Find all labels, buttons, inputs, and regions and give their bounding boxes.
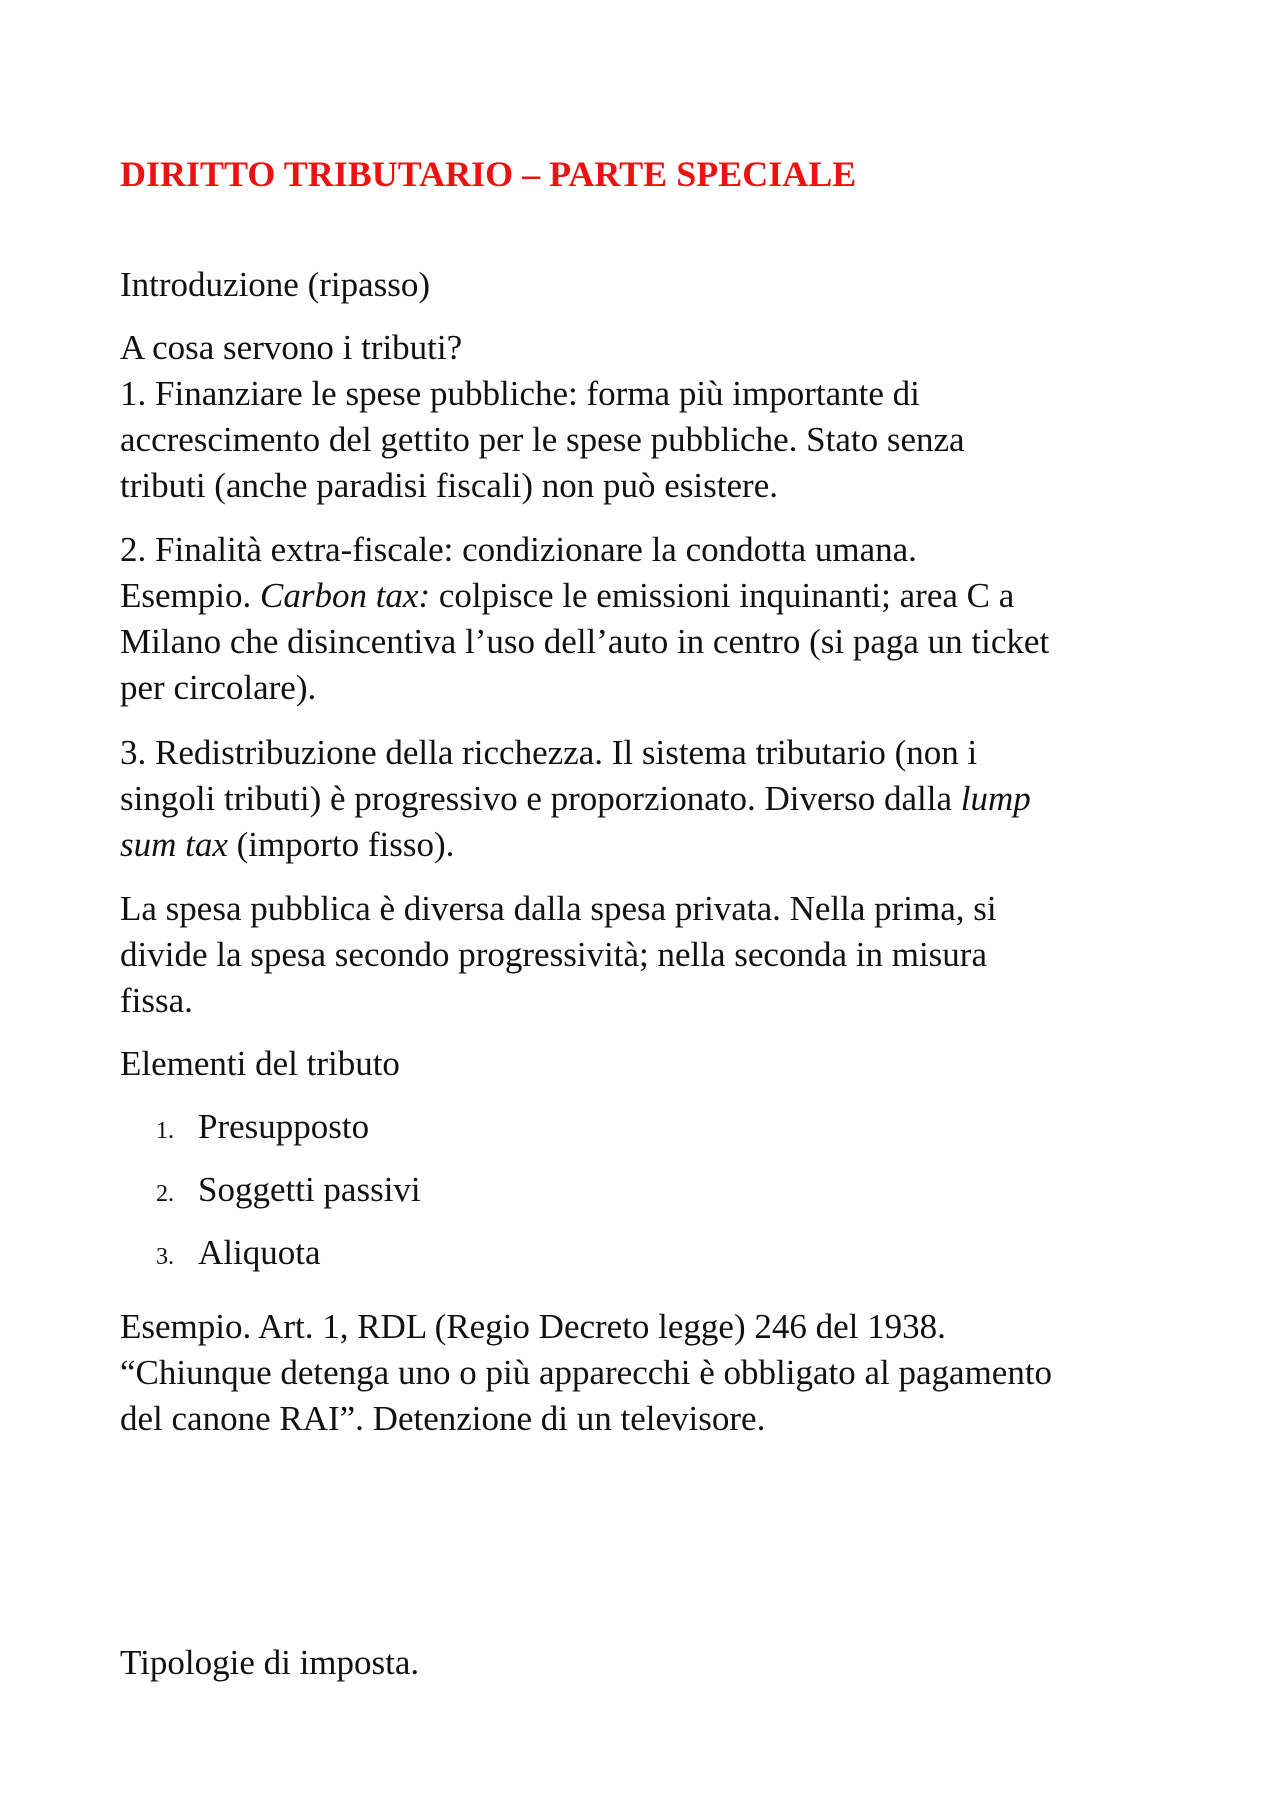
example-line: Esempio. Art. 1, RDL (Regio Decreto legge) 246 del 1938. <box>120 1307 946 1346</box>
example-line: del canone RAI”. Detenzione di un televisore. <box>120 1399 766 1438</box>
spesa-line: fissa. <box>120 981 193 1020</box>
tipologie-heading <box>120 1640 1160 1686</box>
point3-text: singoli tributi) è progressivo e proporzionato. Diverso dalla <box>120 779 961 818</box>
spesa-paragraph <box>120 886 1160 1024</box>
point2-paragraph <box>120 527 1160 711</box>
list-item-number: 3. <box>156 1244 174 1270</box>
intro-heading <box>120 262 1160 308</box>
spesa-line: La spesa pubblica è diversa dalla spesa privata. Nella prima, si <box>120 889 997 928</box>
intro-heading-text: Introduzione (ripasso) <box>120 265 431 304</box>
lump-term: lump <box>960 779 1031 818</box>
point2-line: Milano che disincentiva l’uso dell’auto in centro (si paga un ticket <box>120 622 1050 661</box>
tipologie-heading-text: Tipologie di imposta. <box>120 1643 420 1682</box>
elements-heading-text: Elementi del tributo <box>120 1044 400 1083</box>
point2-example-label: Esempio. <box>120 576 260 615</box>
list-item-number: 1. <box>156 1118 174 1144</box>
sum-tax-term: sum tax <box>120 825 228 864</box>
question-paragraph <box>120 325 1160 509</box>
list-item-label: Soggetti passivi <box>198 1170 421 1209</box>
point2-line: 2. Finalità extra-fiscale: condizionare la condotta umana. <box>120 530 917 569</box>
document-title: DIRITTO TRIBUTARIO – PARTE SPECIALE <box>120 154 857 194</box>
carbon-tax-term: Carbon tax: <box>259 576 431 615</box>
point3-text: (importo fisso). <box>227 825 455 864</box>
point3-line: 3. Redistribuzione della ricchezza. Il sistema tributario (non i <box>120 733 978 772</box>
list-item-label: Presupposto <box>198 1107 370 1146</box>
list-item-number: 2. <box>156 1181 174 1207</box>
example-paragraph <box>120 1304 1160 1442</box>
point3-line <box>120 776 1160 822</box>
example-line: “Chiunque detenga uno o più apparecchi è obbligato al pagamento <box>120 1353 1053 1392</box>
point1-line: tributi (anche paradisi fiscali) non può esistere. <box>120 466 778 505</box>
point1-line: accrescimento del gettito per le spese pubbliche. Stato senza <box>120 420 965 459</box>
spesa-line: divide la spesa secondo progressività; nella seconda in misura <box>120 935 987 974</box>
point2-example-text: colpisce le emissioni inquinanti; area C a <box>430 576 1015 615</box>
point2-line <box>120 573 1160 619</box>
question-text: A cosa servono i tributi? <box>120 328 463 367</box>
elements-heading <box>120 1041 1160 1087</box>
point3-paragraph <box>120 730 1160 868</box>
list-item-label: Aliquota <box>198 1233 321 1272</box>
point1-line: 1. Finanziare le spese pubbliche: forma più importante di <box>120 374 920 413</box>
point3-line <box>120 822 1160 868</box>
point2-line: per circolare). <box>120 668 317 707</box>
